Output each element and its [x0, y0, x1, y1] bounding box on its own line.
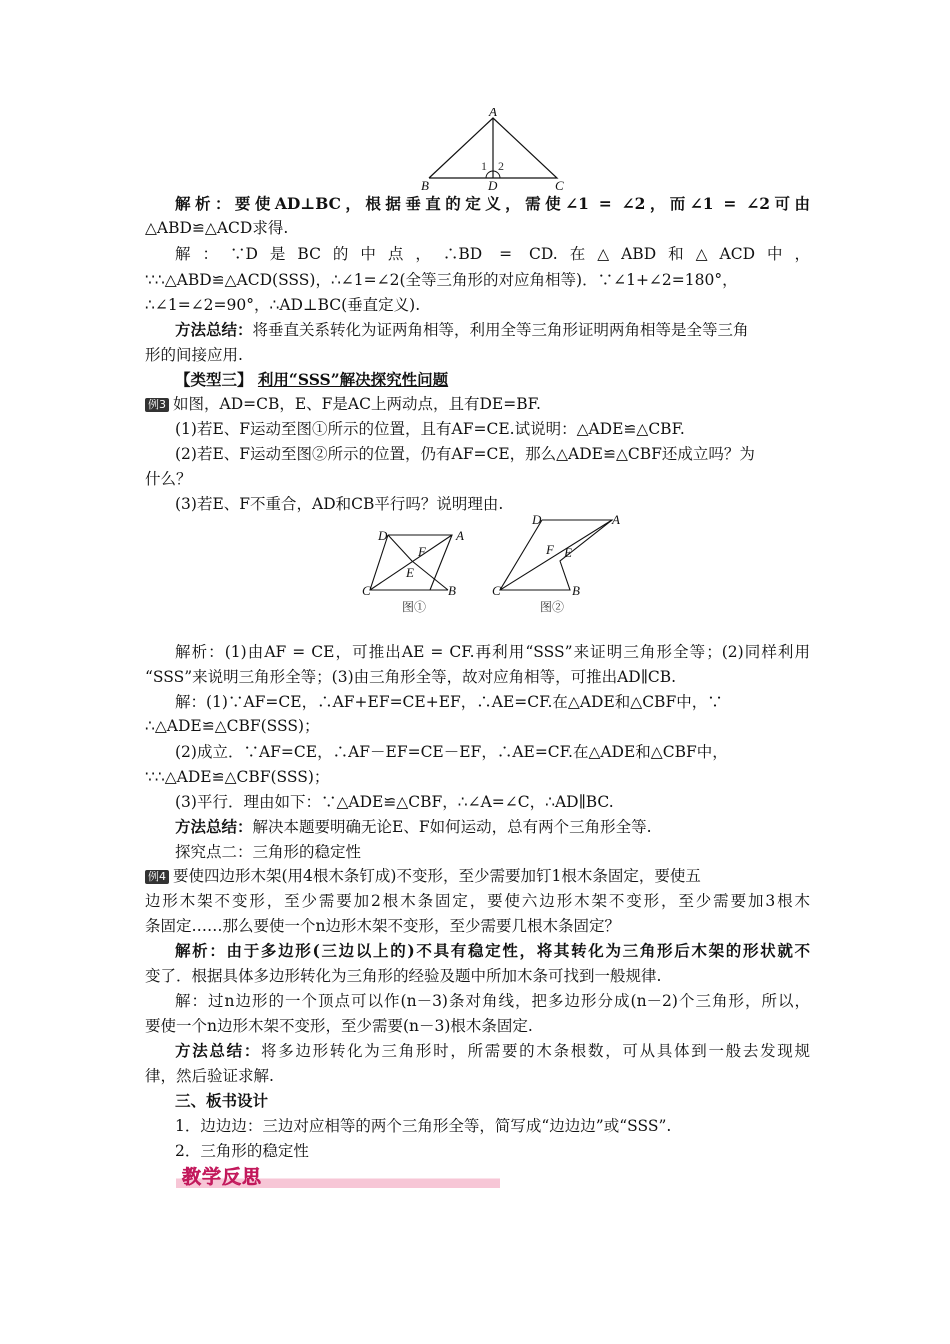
question-2-line-1: (2)若E、F运动至图②所示的位置，仍有AF=CE，那么△ADE≌△CBF还成立吗？为 — [175, 445, 755, 463]
summary-line-2: 形的间接应用. — [145, 346, 243, 364]
solution-line-1: 解：∵D是BC的中点，∴BD = CD.在△ABD和△ACD中， — [175, 245, 810, 263]
summary-4-line-2: 律，然后验证求解. — [145, 1067, 274, 1085]
example-3-line: 例3 如图，AD=CB，E、F是AC上两动点，且有DE=BF. — [145, 392, 810, 416]
label-angle-2: 2 — [498, 159, 504, 173]
label-angle-1: 1 — [481, 159, 487, 173]
teaching-reflection-title: 教学反思 — [182, 1166, 263, 1188]
triangle-abc-figure — [415, 108, 575, 192]
analysis-3-line-1: 解析：(1)由AF = CE，可推出AE = CF.再利用“SSS”来证明三角形全等；(2)同样利用 — [175, 643, 810, 661]
solution-4-line-1: 解：过n边形的一个顶点可以作(n－3)条对角线，把多边形分成(n－2)个三角形，所以， — [175, 992, 810, 1010]
figure-2 — [488, 508, 628, 617]
solution-3-line-5: (3)平行．理由如下：∵△ADE≌△CBF，∴∠A=∠C，∴AD∥BC. — [175, 793, 614, 811]
example-4-line-2: 边形木架不变形，至少需要加2根木条固定，要使六边形木架不变形，至少需要加3根木 — [145, 892, 810, 910]
summary-line-1: 方法总结：将垂直关系转化为证两角相等，利用全等三角形证明两角相等是全等三角 — [175, 320, 749, 339]
board-design-heading: 三、板书设计 — [175, 1091, 269, 1110]
question-1: (1)若E、F运动至图①所示的位置，且有AF=CE.试说明：△ADE≌△CBF. — [175, 420, 685, 438]
fig2-label-f: F — [546, 542, 554, 557]
analysis-3-line-2: “SSS”来说明三角形全等；(3)由三角形全等，故对应角相等，可推出AD∥CB. — [145, 668, 677, 686]
fig1-eb — [412, 561, 448, 590]
board-item-2: 2．三角形的稳定性 — [175, 1142, 309, 1160]
summary-3: 方法总结：解决本题要明确无论E、F如何运动，总有两个三角形全等. — [175, 817, 652, 836]
fig1-label-c: C — [362, 583, 371, 598]
fig2-label-d: D — [532, 512, 542, 527]
example-4-line-3: 条固定……那么要使一个n边形木架不变形，至少需要几根木条固定？ — [145, 917, 620, 935]
summary-4-line-1: 方法总结：将多边形转化为三角形时，所需要的木条根数，可从具体到一般去发现规 — [175, 1041, 810, 1060]
solution-line-3: ∴∠1=∠2=90°，∴AD⊥BC(垂直定义). — [145, 296, 421, 314]
fig1-diagonal — [370, 535, 452, 590]
solution-3-line-1: 解：(1)∵AF=CE，∴AF+EF=CE+EF，∴AE=CF.在△ADE和△CBF中，∵ — [175, 693, 723, 711]
fig1-label-a: A — [456, 528, 464, 543]
fig1-df — [388, 535, 412, 561]
label-d: D — [488, 178, 498, 192]
question-2-line-2: 什么？ — [145, 470, 192, 488]
fig1-label-f: F — [418, 544, 426, 559]
solution-3-line-4: ∵∴△ADE≌△CBF(SSS)； — [145, 768, 330, 786]
fig2-label-c: C — [492, 583, 501, 598]
label-a: A — [489, 108, 497, 119]
fig2-diagonal — [500, 520, 612, 590]
solution-3-line-3: (2)成立．∵AF=CE，∴AF－EF=CE－EF，∴AE=CF.在△ADE和△CBF中， — [175, 743, 728, 761]
solution-3-line-2: ∴△ADE≌△CBF(SSS)； — [145, 717, 320, 735]
fig2-caption: 图② — [540, 600, 565, 614]
board-item-1: 1．边边边：三边对应相等的两个三角形全等，简写成“边边边”或“SSS”. — [175, 1117, 672, 1135]
example-3-badge: 例3 — [145, 398, 169, 412]
analysis-line-1: 解析：要使AD⊥BC，根据垂直的定义，需使∠1 = ∠2，而∠1 = ∠2可由 — [175, 194, 810, 213]
fig1-caption: 图① — [402, 600, 427, 614]
example-4-line-1: 例4 要使四边形木架(用4根木条钉成)不变形，至少需要加钉1根木条固定，要使五 — [145, 864, 810, 888]
solution-4-line-2: 要使一个n边形木架不变形，至少需要(n－3)根木条固定. — [145, 1017, 533, 1035]
type-three-heading: 【类型三】 利用“SSS”解决探究性问题 — [175, 370, 449, 389]
fig2-label-b: B — [572, 583, 580, 598]
label-c: C — [555, 178, 564, 192]
explore-point-2: 探究点二：三角形的稳定性 — [175, 843, 362, 861]
fig2-label-e: E — [564, 545, 572, 560]
label-b: B — [421, 178, 429, 192]
figure-1 — [360, 525, 480, 617]
fig1-label-d: D — [378, 528, 388, 543]
question-3: (3)若E、F不重合，AD和CB平行吗？说明理由. — [175, 495, 504, 513]
fig1-label-b: B — [448, 583, 456, 598]
fig1-label-e: E — [406, 565, 414, 580]
fig2-label-a: A — [612, 512, 620, 527]
analysis-4-line-2: 变了．根据具体多边形转化为三角形的经验及题中所加木条可找到一般规律. — [145, 967, 662, 985]
analysis-4-line-1: 解析：由于多边形(三边以上的)不具有稳定性，将其转化为三角形后木架的形状就不 — [175, 941, 810, 960]
teaching-reflection-banner — [176, 1164, 500, 1188]
analysis-line-2: △ABD≌△ACD求得. — [145, 219, 289, 237]
solution-line-2: ∵∴△ABD≌△ACD(SSS)，∴∠1=∠2(全等三角形的对应角相等)．∵∠1+∠2=180°， — [145, 271, 738, 289]
example-4-badge: 例4 — [145, 870, 169, 884]
